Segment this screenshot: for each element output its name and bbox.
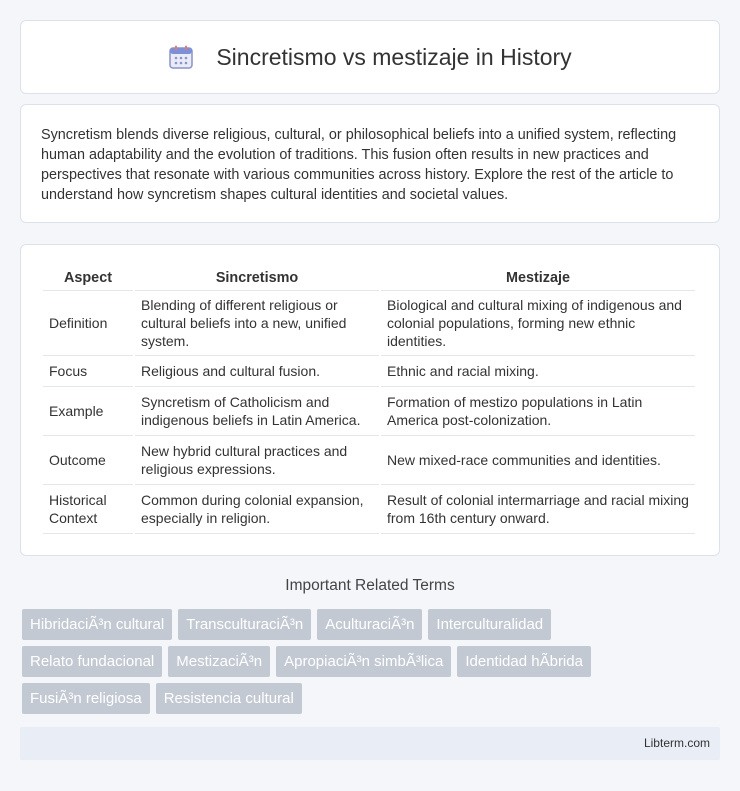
table-row [43,291,695,356]
related-term-tag[interactable]: HibridaciÃ³n cultural [22,609,172,640]
cell-aspect: Example [43,387,133,436]
cell-mestizaje: Result of colonial intermarriage and racial mixing from 16th century onward. [381,485,695,534]
footer-site-link[interactable]: Libterm.com [643,736,710,750]
header-card [20,20,720,94]
cell-mestizaje: Formation of mestizo populations in Latin America post-colonization. [381,387,695,436]
calendar-icon [168,44,194,70]
related-term-tag[interactable]: ApropiaciÃ³n simbÃ³lica [276,646,451,677]
related-term-tag[interactable]: TransculturaciÃ³n [178,609,311,640]
related-term-tag[interactable]: AculturaciÃ³n [317,609,422,640]
table-row [43,436,695,485]
related-term-tag[interactable]: FusiÃ³n religiosa [22,683,150,714]
related-terms-title: Important Related Terms [285,577,455,594]
related-term-tag[interactable]: Interculturalidad [428,609,551,640]
footer [20,727,720,760]
table-header-row [43,265,695,291]
cell-aspect: Historical Context [43,485,133,534]
header-sincretismo: Sincretismo [135,265,379,291]
intro-text: Syncretism blends diverse religious, cultural, or philosophical beliefs into a unified system, reflecting human adaptability and the evolution of traditions. This fusion often results in new practices and perspectives that resonate with various communities across history. Explore the rest of the article to understand how syncretism shapes cultural identities and societal values. [41,127,677,203]
cell-mestizaje: Biological and cultural mixing of indigenous and colonial populations, forming new ethnic identities. [381,291,695,356]
header-mestizaje: Mestizaje [381,265,695,291]
header-aspect: Aspect [43,265,133,291]
table-row [43,387,695,436]
table-row [43,485,695,534]
cell-aspect: Focus [43,356,133,387]
related-term-tag[interactable]: Resistencia cultural [156,683,302,714]
cell-mestizaje: Ethnic and racial mixing. [381,356,695,387]
related-term-tag[interactable]: Identidad hÃbrida [457,646,591,677]
related-term-tag[interactable]: Relato fundacional [22,646,162,677]
comparison-card [20,244,720,556]
page-title: Sincretismo vs mestizaje in History [216,43,572,70]
table-row [43,356,695,387]
cell-sincretismo: Common during colonial expansion, especially in religion. [135,485,379,534]
cell-sincretismo: New hybrid cultural practices and religious expressions. [135,436,379,485]
cell-sincretismo: Syncretism of Catholicism and indigenous beliefs in Latin America. [135,387,379,436]
related-term-tag[interactable]: MestizaciÃ³n [168,646,270,677]
comparison-table [41,265,697,534]
cell-sincretismo: Religious and cultural fusion. [135,356,379,387]
cell-mestizaje: New mixed-race communities and identities. [381,436,695,485]
cell-sincretismo: Blending of different religious or cultural beliefs into a new, unified system. [135,291,379,356]
intro-card [20,104,720,223]
cell-aspect: Outcome [43,436,133,485]
cell-aspect: Definition [43,291,133,356]
related-terms-list [22,609,722,720]
